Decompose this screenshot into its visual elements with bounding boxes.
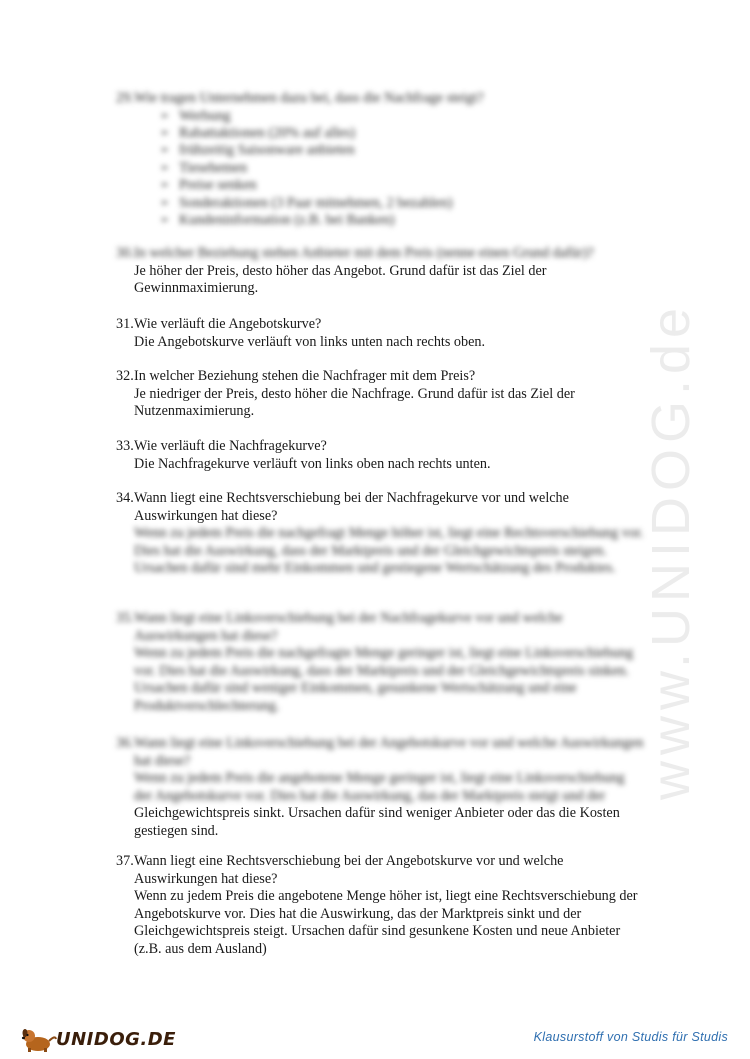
list-item: ➢ Rabattaktionen (20% auf alles) — [160, 125, 356, 141]
question-37 — [116, 853, 646, 959]
answer-text: Je höher der Preis, desto höher das Angebot. Grund dafür ist das Ziel der Gewinnmaximierung. — [134, 262, 547, 297]
list-item: ➢ frühzeitig Saisonware anbieten — [160, 142, 355, 159]
arrow-bullet-icon: ➢ — [160, 109, 170, 122]
question-33 — [116, 438, 646, 473]
arrow-bullet-icon: ➢ — [160, 161, 170, 174]
answer-text: Wenn zu jedem Preis die nachgefragt Menge höher ist, liegt eine Rechtsverschiebung vor. Dies hat die Auswirkung, dass der Marktpreis und der Gleichgewichtspreis steigen. Ursachen dafür sind mehr Einkommen und gestiegene Wertschätzung des Produktes. — [134, 525, 644, 577]
list-item: ➢ Preise senken — [160, 177, 257, 194]
dog-mascot-icon — [18, 1025, 58, 1053]
arrow-bullet-icon: ➢ — [160, 214, 170, 227]
arrow-bullet-icon: ➢ — [160, 196, 170, 209]
question-title: Wie verläuft die Angebotskurve? — [134, 316, 322, 332]
question-30 — [116, 245, 646, 298]
question-number: 29. — [116, 90, 134, 106]
question-title: Wann liegt eine Linksverschiebung bei der Nachfragekurve vor und welche Auswirkungen hat diese? — [134, 610, 563, 644]
question-35 — [116, 610, 646, 716]
question-34 — [116, 490, 646, 578]
logo-text: UNIDOG.DE — [56, 1028, 176, 1050]
question-number: 31. — [116, 316, 134, 332]
list-item: ➢ Tiesehemen — [160, 159, 248, 176]
arrow-bullet-icon: ➢ — [160, 127, 170, 139]
arrow-bullet-icon: ➢ — [160, 179, 170, 192]
list-item: ➢ Werbung — [160, 107, 231, 124]
question-number: 33. — [116, 438, 134, 454]
answer-text: Wenn zu jedem Preis die angebotene Menge höher ist, liegt eine Rechtsverschiebung der Angebotskurve vor. Dies hat die Auswirkung, das der Marktpreis sinkt und der Gleichgewichtspreis steigt. Ursachen dafür sind gesunkene Kosten und neue Anbieter (z.B. aus dem Ausland) — [134, 888, 638, 957]
question-36 — [116, 735, 646, 841]
answer-text-blurred: Wenn zu jedem Preis die angebotene Menge geringer ist, liegt eine Linksverschiebung der Angebotskurve vor. Dies hat die Auswirkung, das der Marktpreis steigt und der — [134, 770, 625, 804]
footer-tagline: Klausurstoff von Studis für Studis — [533, 1030, 728, 1044]
question-title: Wie tragen Unternehmen dazu bei, dass die Nachfrage steigt? — [134, 90, 484, 106]
answer-text: Die Nachfragekurve verläuft von links oben nach rechts unten. — [134, 455, 491, 472]
question-29 — [116, 90, 646, 229]
question-31 — [116, 316, 646, 351]
question-number: 34. — [116, 490, 134, 506]
question-number: 30. — [116, 245, 134, 261]
bullet-list — [116, 108, 646, 230]
question-title: Wann liegt eine Rechtsverschiebung bei der Nachfragekurve vor und welche Auswirkungen hat diese? — [134, 490, 569, 524]
watermark: www.UNIDOG.de — [641, 301, 701, 800]
list-item: ➢ Sonderaktionen (3 Paar mitnehmen, 2 bezahlen) — [160, 194, 453, 211]
question-number: 36. — [116, 735, 134, 751]
question-number: 32. — [116, 368, 134, 384]
question-title: In welcher Beziehung stehen die Nachfrager mit dem Preis? — [134, 368, 476, 384]
unidog-logo[interactable] — [18, 1024, 176, 1054]
question-number: 37. — [116, 853, 134, 869]
answer-text: Gleichgewichtspreis sinkt. Ursachen dafür sind weniger Anbieter oder das die Kosten gestiegen sind. — [134, 805, 620, 839]
question-title: Wann liegt eine Rechtsverschiebung bei der Angebotskurve vor und welche Auswirkungen hat diese? — [134, 853, 564, 887]
answer-text: Je niedriger der Preis, desto höher die Nachfrage. Grund dafür ist das Ziel der Nutzenmaximierung. — [134, 385, 575, 420]
question-number: 35. — [116, 610, 134, 626]
answer-text: Die Angebotskurve verläuft von links unten nach rechts oben. — [134, 333, 486, 350]
list-item: ➢ Kundeninformation (z.B. bei Banken) — [160, 212, 395, 229]
question-title: Wann liegt eine Linksverschiebung bei der Angebotskurve vor und welche Auswirkungen hat diese? — [134, 735, 644, 769]
question-title: Wie verläuft die Nachfragekurve? — [134, 438, 327, 454]
arrow-bullet-icon: ➢ — [160, 144, 170, 157]
question-title: In welcher Beziehung stehen Anbieter mit dem Preis (nenne einen Grund dafür)? — [134, 245, 594, 261]
answer-text: Wenn zu jedem Preis die nachgefragte Menge geringer ist, liegt eine Linksverschiebung vor. Dies hat die Auswirkung, dass der Marktpreis und der Gleichgewichtspreis sinken. Ursachen dafür sind weniger Einkommen, gesunkene Wertschätzung und eine Produktverschlechterung. — [134, 645, 634, 714]
question-32 — [116, 368, 646, 421]
